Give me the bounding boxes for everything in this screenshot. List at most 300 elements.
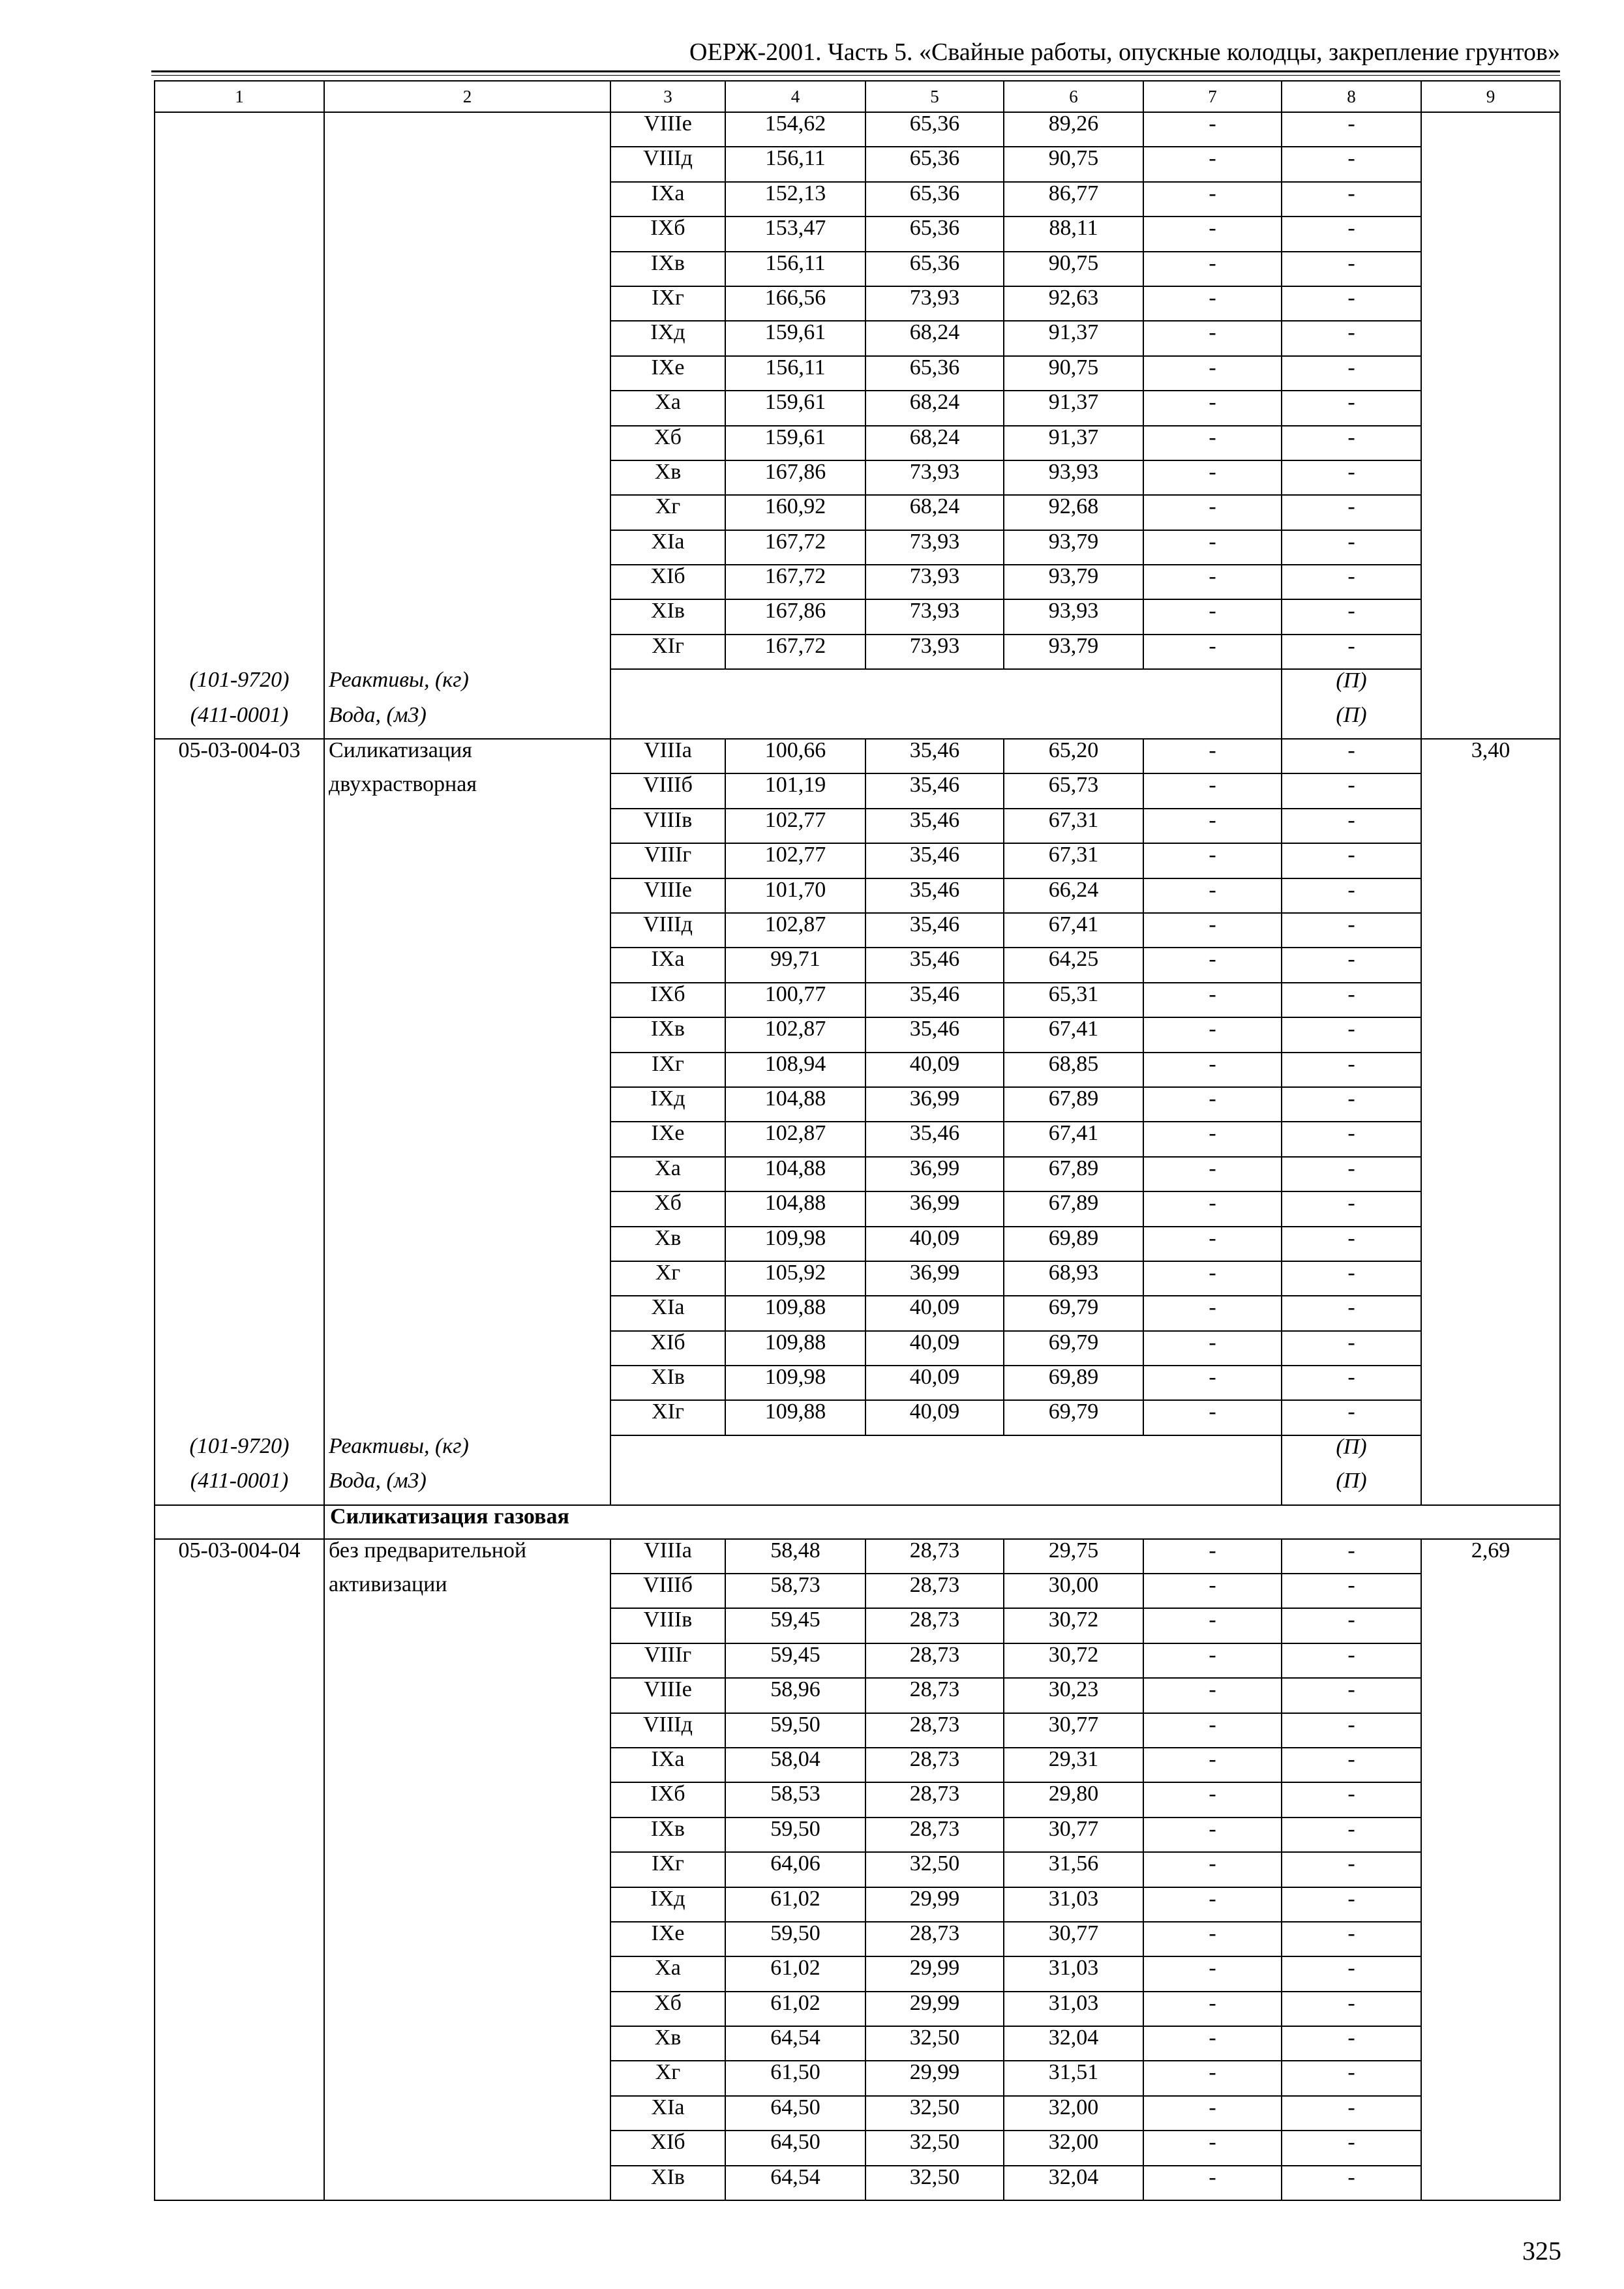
value-cell: - bbox=[1143, 217, 1282, 251]
extra-value bbox=[1421, 1992, 1560, 2026]
extra-value bbox=[1421, 1608, 1560, 1643]
value-cell: 100,66 bbox=[725, 739, 865, 773]
rate-code bbox=[155, 1713, 324, 1748]
value-cell: IXг bbox=[610, 286, 725, 321]
value-cell: - bbox=[1143, 2131, 1282, 2165]
extra-value bbox=[1421, 217, 1560, 251]
extra-value bbox=[1421, 112, 1560, 147]
value-cell: 67,89 bbox=[1004, 1087, 1143, 1122]
value-cell: 40,09 bbox=[865, 1227, 1004, 1261]
value-cell: XIа bbox=[610, 2096, 725, 2131]
table-row bbox=[155, 1227, 1560, 1261]
value-cell: XIг bbox=[610, 635, 725, 669]
resource-code: (411-0001) bbox=[155, 704, 324, 739]
value-cell: 104,88 bbox=[725, 1157, 865, 1191]
value-cell: 29,75 bbox=[1004, 1539, 1143, 1574]
value-cell: 93,79 bbox=[1004, 565, 1143, 599]
value-cell: - bbox=[1282, 460, 1421, 495]
extra-value bbox=[1421, 1887, 1560, 1922]
value-cell: 32,04 bbox=[1004, 2026, 1143, 2061]
extra-value bbox=[1421, 913, 1560, 948]
rate-name bbox=[324, 2131, 610, 2165]
value-cell: 61,02 bbox=[725, 1992, 865, 2026]
value-cell: - bbox=[1143, 321, 1282, 355]
value-cell: VIIIв bbox=[610, 1608, 725, 1643]
resource-name: Вода, (м3) bbox=[324, 704, 610, 739]
rate-name: без предварительной bbox=[324, 1539, 610, 1574]
value-cell: - bbox=[1282, 495, 1421, 530]
value-cell: - bbox=[1282, 1643, 1421, 1678]
table-row bbox=[155, 565, 1560, 599]
value-cell: 68,24 bbox=[865, 426, 1004, 460]
extra-value bbox=[1421, 1087, 1560, 1122]
table-row bbox=[155, 599, 1560, 634]
value-cell: 36,99 bbox=[865, 1087, 1004, 1122]
value-cell: XIа bbox=[610, 1296, 725, 1330]
column-number: 5 bbox=[865, 81, 1004, 112]
extra-value bbox=[1421, 1643, 1560, 1678]
rate-code bbox=[155, 112, 324, 147]
table-row bbox=[155, 1053, 1560, 1087]
value-cell: 93,79 bbox=[1004, 635, 1143, 669]
value-cell: - bbox=[1143, 1191, 1282, 1226]
rate-code: 05-03-004-03 bbox=[155, 739, 324, 773]
value-cell: - bbox=[1143, 843, 1282, 878]
rate-code bbox=[155, 635, 324, 669]
rate-name bbox=[324, 1713, 610, 1748]
rate-name bbox=[324, 217, 610, 251]
table-row bbox=[155, 495, 1560, 530]
rate-name bbox=[324, 1366, 610, 1400]
value-cell: 29,99 bbox=[865, 2061, 1004, 2095]
value-cell: 35,46 bbox=[865, 809, 1004, 843]
extra-value bbox=[1421, 635, 1560, 669]
value-cell: 167,72 bbox=[725, 530, 865, 565]
resource-row bbox=[155, 1470, 1560, 1504]
value-cell: - bbox=[1143, 1608, 1282, 1643]
value-cell: VIIIе bbox=[610, 1678, 725, 1713]
rate-code bbox=[155, 217, 324, 251]
table-row bbox=[155, 460, 1560, 495]
value-cell: - bbox=[1282, 1191, 1421, 1226]
value-cell: - bbox=[1143, 286, 1282, 321]
value-cell: 32,50 bbox=[865, 2026, 1004, 2061]
extra-value bbox=[1421, 2166, 1560, 2200]
rate-code bbox=[155, 495, 324, 530]
table-row bbox=[155, 321, 1560, 355]
resource-name: Реактивы, (кг) bbox=[324, 669, 610, 704]
rate-code bbox=[155, 1852, 324, 1887]
extra-value bbox=[1421, 983, 1560, 1017]
rate-code bbox=[155, 809, 324, 843]
value-cell: - bbox=[1282, 1122, 1421, 1156]
value-cell: - bbox=[1282, 773, 1421, 808]
extra-value bbox=[1421, 1122, 1560, 1156]
value-cell: 91,37 bbox=[1004, 426, 1143, 460]
value-cell: 167,86 bbox=[725, 460, 865, 495]
rate-name bbox=[324, 1400, 610, 1435]
rate-name bbox=[324, 495, 610, 530]
rate-name bbox=[324, 426, 610, 460]
value-cell: - bbox=[1143, 1400, 1282, 1435]
value-cell: - bbox=[1282, 182, 1421, 217]
resource-code: (101-9720) bbox=[155, 669, 324, 704]
rate-code bbox=[155, 1574, 324, 1608]
resource-blank bbox=[610, 1470, 1282, 1504]
rate-code bbox=[155, 1678, 324, 1713]
value-cell: 101,70 bbox=[725, 878, 865, 913]
rate-name bbox=[324, 2061, 610, 2095]
value-cell: - bbox=[1143, 426, 1282, 460]
value-cell: 156,11 bbox=[725, 147, 865, 181]
page-number: 325 bbox=[1522, 2236, 1561, 2266]
value-cell: 36,99 bbox=[865, 1191, 1004, 1226]
value-cell: IXе bbox=[610, 1922, 725, 1956]
value-cell: 32,50 bbox=[865, 2131, 1004, 2165]
value-cell: 88,11 bbox=[1004, 217, 1143, 251]
value-cell: - bbox=[1282, 252, 1421, 286]
rates-table bbox=[154, 80, 1561, 2201]
extra-value bbox=[1421, 426, 1560, 460]
value-cell: 40,09 bbox=[865, 1053, 1004, 1087]
value-cell: 108,94 bbox=[725, 1053, 865, 1087]
value-cell: 28,73 bbox=[865, 1782, 1004, 1817]
rate-name bbox=[324, 1296, 610, 1330]
extra-value bbox=[1421, 1574, 1560, 1608]
value-cell: 59,45 bbox=[725, 1643, 865, 1678]
value-cell: IXа bbox=[610, 1748, 725, 1782]
value-cell: - bbox=[1143, 878, 1282, 913]
rate-code bbox=[155, 182, 324, 217]
value-cell: - bbox=[1143, 1366, 1282, 1400]
value-cell: - bbox=[1282, 1887, 1421, 1922]
rate-name bbox=[324, 1017, 610, 1052]
table-row bbox=[155, 1887, 1560, 1922]
extra-value bbox=[1421, 1017, 1560, 1052]
value-cell: - bbox=[1143, 147, 1282, 181]
value-cell: - bbox=[1143, 182, 1282, 217]
value-cell: - bbox=[1143, 599, 1282, 634]
value-cell: 90,75 bbox=[1004, 252, 1143, 286]
value-cell: - bbox=[1282, 217, 1421, 251]
rate-name: двухрастворная bbox=[324, 773, 610, 808]
value-cell: - bbox=[1282, 112, 1421, 147]
value-cell: VIIIб bbox=[610, 773, 725, 808]
resource-code: (101-9720) bbox=[155, 1435, 324, 1470]
value-cell: - bbox=[1282, 2131, 1421, 2165]
rate-name bbox=[324, 321, 610, 355]
value-cell: 91,37 bbox=[1004, 391, 1143, 425]
value-cell: 67,41 bbox=[1004, 1122, 1143, 1156]
value-cell: - bbox=[1143, 1818, 1282, 1852]
resource-blank bbox=[610, 669, 1282, 704]
extra-value bbox=[1421, 2096, 1560, 2131]
rate-code bbox=[155, 1087, 324, 1122]
extra-value bbox=[1421, 1157, 1560, 1191]
value-cell: 30,23 bbox=[1004, 1678, 1143, 1713]
column-number: 3 bbox=[610, 81, 725, 112]
resource-name: Реактивы, (кг) bbox=[324, 1435, 610, 1470]
value-cell: 93,93 bbox=[1004, 460, 1143, 495]
table-row bbox=[155, 1261, 1560, 1296]
value-cell: VIIIе bbox=[610, 112, 725, 147]
table-row bbox=[155, 217, 1560, 251]
rate-code bbox=[155, 983, 324, 1017]
extra-value bbox=[1421, 1400, 1560, 1435]
value-cell: 66,24 bbox=[1004, 878, 1143, 913]
value-cell: 31,03 bbox=[1004, 1956, 1143, 1991]
table-row bbox=[155, 1852, 1560, 1887]
table-row bbox=[155, 843, 1560, 878]
extra-value bbox=[1421, 2061, 1560, 2095]
value-cell: - bbox=[1282, 739, 1421, 773]
value-cell: 167,86 bbox=[725, 599, 865, 634]
value-cell: 59,50 bbox=[725, 1713, 865, 1748]
rate-code bbox=[155, 321, 324, 355]
value-cell: - bbox=[1282, 1227, 1421, 1261]
running-header: ОЕРЖ-2001. Часть 5. «Свайные работы, опускные колодцы, закрепление грунтов» bbox=[689, 38, 1560, 66]
value-cell: - bbox=[1143, 1087, 1282, 1122]
table-row bbox=[155, 878, 1560, 913]
value-cell: 73,93 bbox=[865, 460, 1004, 495]
value-cell: 64,06 bbox=[725, 1852, 865, 1887]
table-row bbox=[155, 252, 1560, 286]
value-cell: 67,89 bbox=[1004, 1191, 1143, 1226]
value-cell: 104,88 bbox=[725, 1191, 865, 1226]
value-cell: IXв bbox=[610, 1818, 725, 1852]
value-cell: - bbox=[1143, 1227, 1282, 1261]
resource-name: Вода, (м3) bbox=[324, 1470, 610, 1504]
value-cell: 65,36 bbox=[865, 252, 1004, 286]
rate-code bbox=[155, 426, 324, 460]
rate-name bbox=[324, 1992, 610, 2026]
table-row bbox=[155, 1122, 1560, 1156]
rate-name bbox=[324, 1818, 610, 1852]
value-cell: - bbox=[1282, 2096, 1421, 2131]
value-cell: VIIIд bbox=[610, 1713, 725, 1748]
value-cell: 65,36 bbox=[865, 217, 1004, 251]
value-cell: - bbox=[1143, 1748, 1282, 1782]
value-cell: 159,61 bbox=[725, 321, 865, 355]
value-cell: - bbox=[1282, 1296, 1421, 1330]
value-cell: - bbox=[1143, 1992, 1282, 2026]
rate-name: Силикатизация bbox=[324, 739, 610, 773]
value-cell: - bbox=[1282, 599, 1421, 634]
extra-value bbox=[1421, 1678, 1560, 1713]
extra-value bbox=[1421, 1227, 1560, 1261]
rate-code bbox=[155, 773, 324, 808]
value-cell: 86,77 bbox=[1004, 182, 1143, 217]
value-cell: 58,73 bbox=[725, 1574, 865, 1608]
value-cell: 102,87 bbox=[725, 1122, 865, 1156]
rate-code bbox=[155, 1191, 324, 1226]
extra-value bbox=[1421, 704, 1560, 739]
value-cell: Xг bbox=[610, 2061, 725, 2095]
rate-name bbox=[324, 843, 610, 878]
value-cell: - bbox=[1143, 1678, 1282, 1713]
value-cell: VIIIд bbox=[610, 147, 725, 181]
table-row bbox=[155, 1956, 1560, 1991]
rate-name bbox=[324, 1748, 610, 1782]
value-cell: 58,53 bbox=[725, 1782, 865, 1817]
value-cell: - bbox=[1143, 112, 1282, 147]
value-cell: 105,92 bbox=[725, 1261, 865, 1296]
rate-code bbox=[155, 2026, 324, 2061]
value-cell: Xг bbox=[610, 495, 725, 530]
table-row bbox=[155, 1574, 1560, 1608]
rate-name bbox=[324, 356, 610, 391]
value-cell: - bbox=[1143, 1956, 1282, 1991]
value-cell: 35,46 bbox=[865, 913, 1004, 948]
table-row bbox=[155, 1713, 1560, 1748]
table-row bbox=[155, 1366, 1560, 1400]
table-row bbox=[155, 2131, 1560, 2165]
resource-row bbox=[155, 1435, 1560, 1470]
rate-code bbox=[155, 2166, 324, 2200]
value-cell: 67,41 bbox=[1004, 913, 1143, 948]
value-cell: - bbox=[1282, 948, 1421, 982]
value-cell: Xв bbox=[610, 2026, 725, 2061]
rate-name bbox=[324, 2166, 610, 2200]
value-cell: - bbox=[1143, 1539, 1282, 1574]
extra-value bbox=[1421, 2131, 1560, 2165]
rate-name bbox=[324, 112, 610, 147]
value-cell: - bbox=[1143, 1782, 1282, 1817]
value-cell: - bbox=[1143, 1157, 1282, 1191]
extra-value bbox=[1421, 1053, 1560, 1087]
value-cell: 99,71 bbox=[725, 948, 865, 982]
extra-value bbox=[1421, 530, 1560, 565]
value-cell: 28,73 bbox=[865, 1818, 1004, 1852]
value-cell: 69,79 bbox=[1004, 1400, 1143, 1435]
value-cell: VIIIв bbox=[610, 809, 725, 843]
value-cell: 31,51 bbox=[1004, 2061, 1143, 2095]
header-rule-thin bbox=[151, 75, 1560, 76]
value-cell: 92,68 bbox=[1004, 495, 1143, 530]
value-cell: 152,13 bbox=[725, 182, 865, 217]
value-cell: Xб bbox=[610, 1992, 725, 2026]
resource-unit: (П) bbox=[1282, 1470, 1421, 1504]
value-cell: 29,99 bbox=[865, 1992, 1004, 2026]
column-number: 4 bbox=[725, 81, 865, 112]
value-cell: - bbox=[1143, 2061, 1282, 2095]
value-cell: 36,99 bbox=[865, 1157, 1004, 1191]
value-cell: 32,50 bbox=[865, 2166, 1004, 2200]
value-cell: Xа bbox=[610, 1956, 725, 1991]
value-cell: 73,93 bbox=[865, 565, 1004, 599]
value-cell: Xб bbox=[610, 426, 725, 460]
value-cell: 160,92 bbox=[725, 495, 865, 530]
value-cell: 68,85 bbox=[1004, 1053, 1143, 1087]
value-cell: - bbox=[1282, 1087, 1421, 1122]
value-cell: VIIIд bbox=[610, 913, 725, 948]
table-row bbox=[155, 1818, 1560, 1852]
value-cell: Xа bbox=[610, 391, 725, 425]
extra-value bbox=[1421, 1818, 1560, 1852]
value-cell: 93,93 bbox=[1004, 599, 1143, 634]
value-cell: - bbox=[1282, 1818, 1421, 1852]
rate-code bbox=[155, 1956, 324, 1991]
table-row bbox=[155, 182, 1560, 217]
rate-name bbox=[324, 1122, 610, 1156]
rate-code bbox=[155, 530, 324, 565]
value-cell: 35,46 bbox=[865, 843, 1004, 878]
value-cell: 92,63 bbox=[1004, 286, 1143, 321]
value-cell: 30,77 bbox=[1004, 1713, 1143, 1748]
value-cell: 69,79 bbox=[1004, 1296, 1143, 1330]
rate-name bbox=[324, 1782, 610, 1817]
value-cell: - bbox=[1282, 426, 1421, 460]
value-cell: 91,37 bbox=[1004, 321, 1143, 355]
rate-code bbox=[155, 878, 324, 913]
value-cell: 102,77 bbox=[725, 843, 865, 878]
extra-value: 2,69 bbox=[1421, 1539, 1560, 1574]
rate-code bbox=[155, 391, 324, 425]
value-cell: 40,09 bbox=[865, 1296, 1004, 1330]
value-cell: 159,61 bbox=[725, 426, 865, 460]
rate-name bbox=[324, 1261, 610, 1296]
value-cell: 68,24 bbox=[865, 391, 1004, 425]
value-cell: 64,50 bbox=[725, 2096, 865, 2131]
rate-code bbox=[155, 1261, 324, 1296]
header-rule bbox=[151, 70, 1560, 72]
extra-value bbox=[1421, 1782, 1560, 1817]
table-row bbox=[155, 530, 1560, 565]
rate-name bbox=[324, 1956, 610, 1991]
value-cell: 28,73 bbox=[865, 1748, 1004, 1782]
table-row bbox=[155, 1191, 1560, 1226]
rate-name bbox=[324, 1227, 610, 1261]
value-cell: 35,46 bbox=[865, 773, 1004, 808]
value-cell: 65,36 bbox=[865, 112, 1004, 147]
extra-value bbox=[1421, 809, 1560, 843]
value-cell: 59,45 bbox=[725, 1608, 865, 1643]
value-cell: 102,77 bbox=[725, 809, 865, 843]
table-row bbox=[155, 391, 1560, 425]
rate-name bbox=[324, 1852, 610, 1887]
value-cell: - bbox=[1282, 1678, 1421, 1713]
value-cell: 90,75 bbox=[1004, 147, 1143, 181]
table-row bbox=[155, 983, 1560, 1017]
value-cell: XIб bbox=[610, 1331, 725, 1366]
value-cell: - bbox=[1282, 913, 1421, 948]
value-cell: 29,31 bbox=[1004, 1748, 1143, 1782]
extra-value bbox=[1421, 1331, 1560, 1366]
extra-value bbox=[1421, 1922, 1560, 1956]
rate-name bbox=[324, 1087, 610, 1122]
resource-blank bbox=[610, 1435, 1282, 1470]
table-row bbox=[155, 809, 1560, 843]
value-cell: - bbox=[1282, 1400, 1421, 1435]
value-cell: 40,09 bbox=[865, 1366, 1004, 1400]
table-row bbox=[155, 1608, 1560, 1643]
value-cell: 61,02 bbox=[725, 1956, 865, 1991]
value-cell: - bbox=[1282, 843, 1421, 878]
value-cell: 29,99 bbox=[865, 1956, 1004, 1991]
rate-code bbox=[155, 1157, 324, 1191]
value-cell: 153,47 bbox=[725, 217, 865, 251]
value-cell: 64,50 bbox=[725, 2131, 865, 2165]
value-cell: 67,41 bbox=[1004, 1017, 1143, 1052]
value-cell: 35,46 bbox=[865, 1017, 1004, 1052]
value-cell: IXв bbox=[610, 252, 725, 286]
table-row bbox=[155, 1296, 1560, 1330]
value-cell: 58,96 bbox=[725, 1678, 865, 1713]
rate-name bbox=[324, 2096, 610, 2131]
value-cell: - bbox=[1282, 1782, 1421, 1817]
table-row bbox=[155, 1782, 1560, 1817]
value-cell: - bbox=[1143, 1852, 1282, 1887]
